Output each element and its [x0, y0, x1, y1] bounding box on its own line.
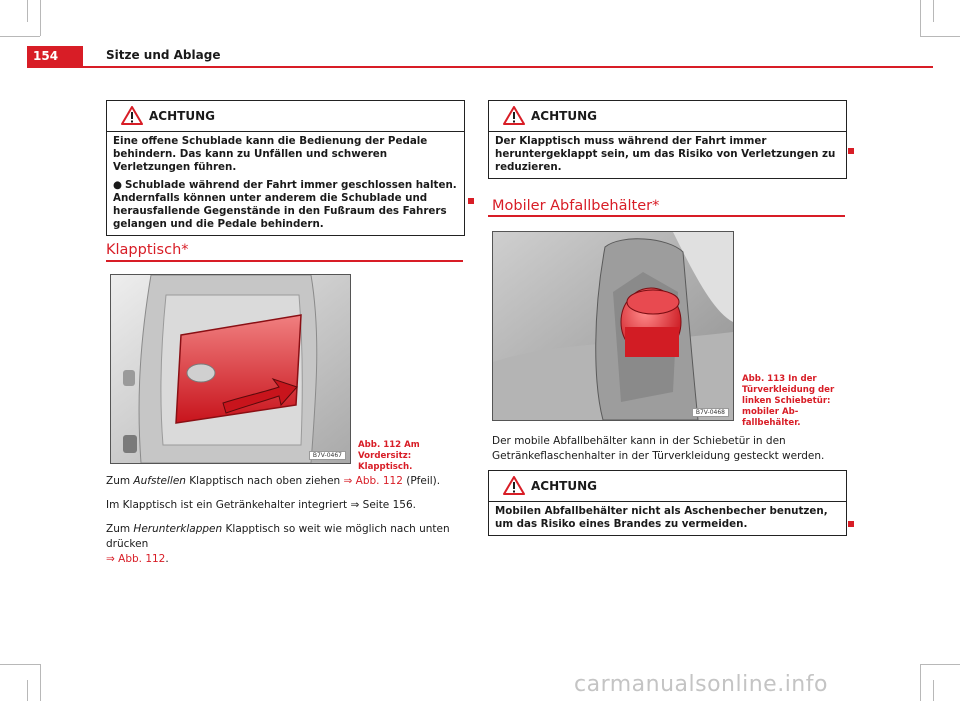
- figure-caption: Abb. 113 In der Türverkleidung der linken Schiebetür: mobiler Abfallbehälter.: [742, 374, 835, 428]
- section-rule: [488, 215, 845, 217]
- text-run: (Pfeil).: [402, 475, 441, 487]
- crop-mark: [920, 36, 960, 37]
- figure-link[interactable]: ⇒ Abb. 112: [343, 475, 403, 487]
- warning-triangle-icon: [503, 476, 525, 499]
- text-run: Klapptisch so weit wie möglich nach unten drücken: [106, 523, 450, 550]
- crop-mark: [933, 0, 934, 22]
- paragraph: Im Klapptisch ist ein Getränkehalter integriert ⇒ Seite 156.: [106, 499, 416, 511]
- crop-mark: [40, 0, 41, 36]
- figure-link[interactable]: ⇒ Abb. 112: [106, 553, 166, 565]
- figure-caption: Abb. 112 Am Vordersitz: Klapptisch.: [358, 440, 420, 472]
- paragraph: Der mobile Abfallbehälter kann in der Schiebetür in den Getränkeflaschenhalter in der Türverkleidung gesteckt werden.: [492, 435, 825, 462]
- figure-code: B7V-0467: [309, 451, 346, 460]
- fold-table-illustration: [111, 275, 350, 463]
- emphasis: Herunterklappen: [133, 523, 223, 535]
- warning-box-waste-bin: [488, 470, 847, 536]
- warning-box-drawer: [106, 100, 465, 236]
- header-rule: [27, 66, 933, 68]
- section-end-marker: [468, 198, 474, 204]
- warning-label: ACHTUNG: [531, 479, 597, 493]
- crop-mark: [920, 664, 960, 665]
- figure-waste-bin: [492, 231, 734, 421]
- crop-mark: [920, 664, 921, 701]
- crop-mark: [0, 664, 40, 665]
- text-run: Klapptisch nach oben ziehen: [185, 475, 344, 487]
- warning-text: Eine offene Schublade kann die Bedienung der Pedale behindern. Das kann zu Unfällen und schweren Verletzungen führen.: [113, 135, 428, 173]
- watermark: carmanualsonline.info: [574, 672, 828, 697]
- warning-header: [107, 101, 464, 132]
- warning-triangle-icon: [503, 106, 525, 129]
- section-end-marker: [848, 148, 854, 154]
- paragraph: [106, 474, 466, 489]
- warning-body: [489, 132, 846, 178]
- text-run: Zum: [106, 523, 134, 535]
- text-run: .: [165, 553, 169, 565]
- warning-triangle-icon: [121, 106, 143, 129]
- warning-body: [489, 502, 846, 535]
- crop-mark: [27, 0, 28, 22]
- warning-header: [489, 471, 846, 502]
- crop-mark: [920, 0, 921, 36]
- warning-box-table: [488, 100, 847, 179]
- waste-bin-illustration: [493, 232, 733, 420]
- crop-mark: [933, 680, 934, 701]
- warning-header: [489, 101, 846, 132]
- paragraph: [106, 522, 466, 567]
- section-title-waste-bin: Mobiler Abfallbehälter*: [492, 198, 660, 214]
- warning-body: [107, 132, 464, 235]
- crop-mark: [27, 680, 28, 701]
- page-title: Sitze und Ablage: [106, 48, 221, 62]
- figure-code: B7V-0468: [692, 408, 729, 417]
- emphasis: Aufstellen: [133, 475, 186, 487]
- warning-label: ACHTUNG: [149, 109, 215, 123]
- warning-text: Mobilen Abfallbehälter nicht als Aschenbecher benutzen, um das Risiko eines Brandes zu vermeiden.: [495, 505, 828, 530]
- text-run: Zum: [106, 475, 134, 487]
- crop-mark: [0, 36, 40, 37]
- section-title-klapptisch: Klapptisch*: [106, 242, 189, 258]
- figure-klapptisch: [110, 274, 351, 464]
- bullet-icon: ●: [113, 179, 122, 191]
- crop-mark: [40, 664, 41, 701]
- page-number: 154: [27, 46, 83, 66]
- warning-text: Der Klapptisch muss während der Fahrt immer heruntergeklappt sein, um das Risiko von Verletzungen zu reduzieren.: [495, 135, 836, 173]
- warning-bullet-item: [113, 179, 458, 231]
- section-end-marker: [848, 521, 854, 527]
- warning-bullet-text: Schublade während der Fahrt immer geschlossen halten. Andernfalls können unter anderem die Schublade und herausfallende Gegenstände in den Fußraum des Fahrers gelangen und die Pedale behindern.: [113, 179, 457, 230]
- section-rule: [106, 260, 463, 262]
- warning-label: ACHTUNG: [531, 109, 597, 123]
